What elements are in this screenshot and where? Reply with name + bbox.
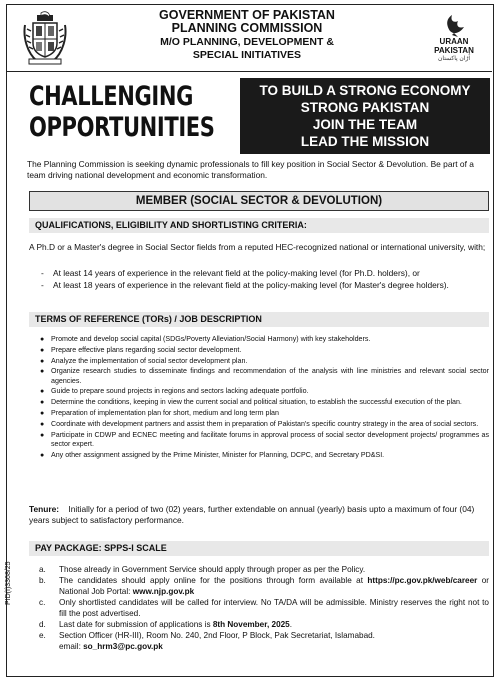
- bullet-icon: ●: [40, 346, 45, 354]
- bullet-icon: ●: [40, 451, 45, 459]
- list-item: [39, 357, 489, 366]
- tenure: [29, 504, 491, 526]
- headline: [29, 81, 215, 143]
- list-item-text: Preparation of implementation plan for short, medium and long term plan: [51, 409, 279, 418]
- list-item: - At least 14 years of experience in the relevant field at the policy-making level (for Ph.D. holders), or: [41, 268, 420, 278]
- list-item: [39, 420, 489, 429]
- list-item: [39, 346, 489, 355]
- list-item: [39, 576, 489, 597]
- bullet-icon: ●: [40, 410, 45, 418]
- email-label: email:: [59, 641, 84, 651]
- position-title: MEMBER (SOCIAL SECTOR & DEVOLUTION): [29, 191, 489, 211]
- list-item-label: b.: [39, 576, 46, 586]
- state-emblem-icon: [23, 11, 67, 65]
- list-item-text: Organize research studies to disseminate findings and recommendation of the analysis with line ministries and relevant social sector agencies.: [51, 367, 489, 385]
- bullet-icon: ●: [40, 431, 45, 439]
- list-item-text: .: [289, 620, 293, 630]
- bullet-icon: ●: [40, 336, 45, 343]
- list-item: [39, 387, 489, 396]
- list-item-text: At least 18 years of experience in the relevant field at the policy-making level (for Master's degree holders).: [53, 280, 449, 290]
- title-line-3: M/O PLANNING, DEVELOPMENT &: [160, 36, 334, 48]
- list-item: [39, 367, 489, 386]
- tenure-text: Initially for a period of two (02) years, further extendable on annual (yearly) basis upto a maximum of four (04) years subject to satisfactory performance.: [29, 504, 475, 525]
- qualifications-heading: QUALIFICATIONS, ELIGIBILITY AND SHORTLISTING CRITERIA:: [29, 218, 489, 233]
- list-item: [39, 598, 489, 619]
- list-item: [39, 431, 489, 450]
- list-item-label: e.: [39, 631, 46, 641]
- pid-number: PID(I)3368/25: [5, 561, 12, 605]
- banner-line-2: STRONG PAKISTAN: [300, 100, 430, 115]
- list-item-text: Participate in CDWP and ECNEC meeting and facilitate forums in approval process of social sector development projects/ programmes as sector expert.: [51, 430, 489, 448]
- headline-line-2: OPPORTUNITIES: [29, 112, 215, 143]
- banner-line-4: LEAD THE MISSION: [300, 134, 430, 149]
- tors-heading: TERMS OF REFERENCE (TORs) / JOB DESCRIPTION: [29, 312, 489, 327]
- pay-package-heading: PAY PACKAGE: SPPS-I SCALE: [29, 541, 489, 556]
- bullet-icon: ●: [40, 357, 45, 365]
- list-item-text: Only shortlisted candidates will be called for interview. No TA/DA will be admissible. Ministry reserves the right not to fill the post advertised.: [59, 598, 489, 618]
- list-item-text: Last date for submission of applications is: [59, 620, 213, 630]
- tors-list: [39, 335, 489, 462]
- list-item: [39, 620, 489, 630]
- list-item: [39, 631, 489, 652]
- bullet-icon: ●: [40, 399, 45, 407]
- bullet-icon: ●: [40, 368, 45, 376]
- list-item-text: Prepare effective plans regarding social sector development.: [51, 345, 242, 354]
- list-item: [39, 451, 489, 460]
- qualifications-text: A Ph.D or a Master's degree in Social Sector fields from a reputed HEC-recognized national or international university, with;: [29, 242, 486, 252]
- bullet-icon: ●: [40, 420, 45, 428]
- list-item-label: c.: [39, 598, 46, 608]
- list-item-label: d.: [39, 620, 46, 630]
- uraan-pakistan-logo: [424, 11, 484, 67]
- list-item-label: a.: [39, 565, 46, 574]
- list-item-text: Analyze the implementation of social sector development plan.: [51, 356, 248, 365]
- list-item-text: Guide to prepare sound projects in regions and sectors lacking adequate portfolio.: [51, 387, 309, 396]
- deadline-date: 8th November, 2025: [212, 620, 290, 630]
- uraan-tagline: اُڑان پاکستان: [437, 56, 471, 62]
- organization-title: [127, 9, 367, 62]
- list-item-text: Promote and develop social capital (SDGs/Poverty Alleviation/Social Harmony) with key stakeholders.: [51, 335, 371, 343]
- tenure-label: Tenure:: [29, 504, 60, 514]
- bullet-icon: ●: [40, 388, 45, 396]
- uraan-title: URAAN PAKISTAN: [434, 37, 474, 55]
- career-link[interactable]: https://pc.gov.pk/web/career: [367, 576, 478, 586]
- list-item-text: Any other assignment assigned by the Prime Minister, Minister for Planning, DCPC, and Secretary PD&SI.: [51, 450, 385, 459]
- list-item-text: Section Officer (HR-III), Room No. 240, 2nd Floor, P Block, Pak Secretariat, Islamabad.: [59, 631, 375, 641]
- advertisement-page: [6, 4, 494, 677]
- bird-icon: [436, 11, 472, 37]
- header: [7, 5, 492, 72]
- list-item-text: Coordinate with development partners and assist them in preparation of Pakistan's specific country strategy in the area of social sectors.: [51, 419, 479, 428]
- banner-line-1: TO BUILD A STRONG ECONOMY: [259, 83, 471, 98]
- instructions-list: [39, 565, 489, 653]
- intro-text: The Planning Commission is seeking dynamic professionals to fill key position in Social Sector & Devolution. Be part of a team driving national development and economic transformation.: [27, 159, 474, 180]
- list-item-text: or National Job Portal:: [59, 576, 489, 596]
- list-item-text: Determine the conditions, keeping in view the current social and political situation, to establish the successful execution of the plan.: [51, 398, 462, 407]
- list-item: [39, 398, 489, 407]
- email-link[interactable]: so_hrm3@pc.gov.pk: [83, 641, 163, 651]
- qualifications-list: [41, 268, 489, 292]
- title-line-2: PLANNING COMMISSION: [171, 21, 323, 35]
- list-item-text: Those already in Government Service should apply through proper as per the Policy.: [59, 565, 366, 574]
- mission-banner: [240, 78, 490, 154]
- njp-link[interactable]: www.njp.gov.pk: [132, 586, 195, 596]
- title-line-1: GOVERNMENT OF PAKISTAN: [159, 8, 335, 22]
- list-item-text: The candidates should apply online for the positions through form available at: [59, 576, 368, 586]
- list-item: [39, 565, 489, 575]
- list-item-text: At least 14 years of experience in the relevant field at the policy-making level (for Ph.D. holders), or: [53, 268, 420, 278]
- headline-line-1: CHALLENGING: [29, 81, 193, 112]
- banner-line-3: JOIN THE TEAM: [312, 117, 418, 132]
- title-line-4: SPECIAL INITIATIVES: [192, 49, 302, 61]
- list-item: [39, 335, 489, 344]
- list-item: - At least 18 years of experience in the relevant field at the policy-making level (for Master's degree holders).: [41, 280, 449, 290]
- list-item: [39, 409, 489, 418]
